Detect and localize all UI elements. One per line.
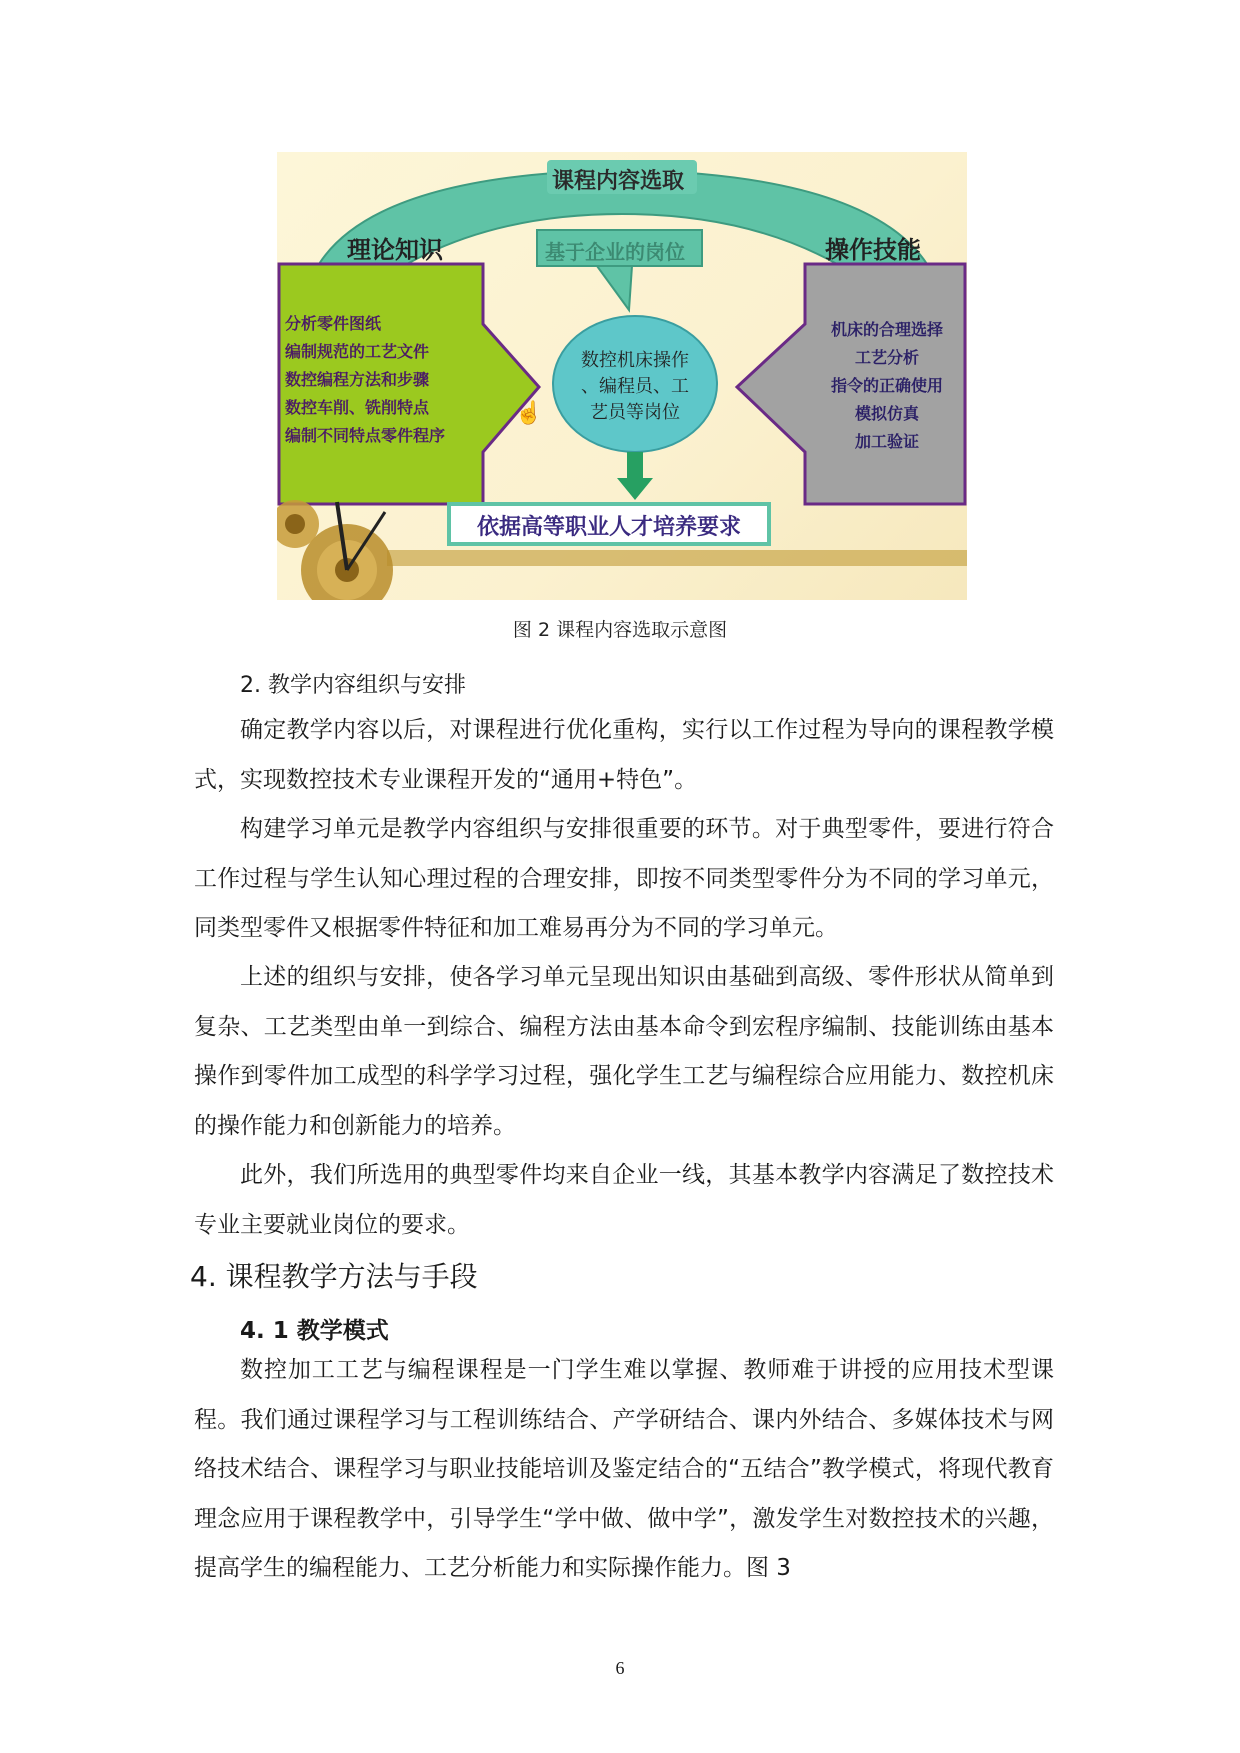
left-item: 数控车削、铣削特点 <box>285 398 430 417</box>
down-arrow-shaft <box>627 452 643 480</box>
center-line: 艺员等岗位 <box>590 402 680 423</box>
left-item: 分析零件图纸 <box>285 314 382 333</box>
left-item: 编制不同特点零件程序 <box>285 426 446 445</box>
figure-caption: 图 2 课程内容选取示意图 <box>512 619 728 641</box>
paragraph-4-1: 数控加工工艺与编程课程是一门学生难以掌握、教师难于讲授的应用技术型课程。我们通过课程学习与工程训练结合、产学研结合、课内外结合、多媒体技术与网络技术结合、课程学习与职业技能培训及鉴定结合的“五结合”教学模式，将现代教育理念应用于课程教学中，引导学生“学中做、做中学”，激发学生对数控技术的兴趣，提高学生的编程能力、工艺分析能力和实际操作能力。图 3 <box>194 1357 1054 1581</box>
section-4-heading: 4. 课程教学方法与手段 <box>190 1260 478 1293</box>
right-item: 指令的正确使用 <box>830 376 943 395</box>
bottom-decor-line <box>387 550 967 566</box>
center-line: 、编程员、工 <box>581 376 689 397</box>
left-item: 数控编程方法和步骤 <box>285 370 430 389</box>
paragraph: 构建学习单元是教学内容组织与安排很重要的环节。对于典型零件，要进行符合工作过程与学生认知心理过程的合理安排，即按不同类型零件分为不同的学习单元，同类型零件又根据零件特征和加工难易再分为不同的学习单元。 <box>194 816 1054 941</box>
right-item: 模拟仿真 <box>854 404 919 423</box>
right-header: 操作技能 <box>825 236 921 264</box>
down-arrow-head <box>617 478 653 500</box>
hand-cursor-icon: ☝ <box>515 401 543 426</box>
left-header: 理论知识 <box>347 236 443 264</box>
banner-title: 课程内容选取 <box>552 169 685 194</box>
course-content-figure <box>277 152 967 600</box>
section-2-heading: 2. 教学内容组织与安排 <box>240 673 466 698</box>
callout-pointer <box>597 266 632 310</box>
right-items-list <box>807 316 967 456</box>
center-text <box>565 348 705 426</box>
paragraph: 确定教学内容以后，对课程进行优化重构，实行以工作过程为导向的课程教学模式，实现数控技术专业课程开发的“通用+特色”。 <box>194 717 1054 793</box>
paragraph: 此外，我们所选用的典型零件均来自企业一线，其基本教学内容满足了数控技术专业主要就业岗位的要求。 <box>194 1162 1054 1238</box>
right-item: 工艺分析 <box>854 348 919 367</box>
paragraph: 上述的组织与安排，使各学习单元呈现出知识由基础到高级、零件形状从简单到复杂、工艺类型由单一到综合、编程方法由基本命令到宏程序编制、技能训练由基本操作到零件加工成型的科学学习过程，强化学生工艺与编程综合应用能力、数控机床的操作能力和创新能力的培养。 <box>194 964 1054 1139</box>
right-item: 加工验证 <box>854 432 919 451</box>
callout-text: 基于企业的岗位 <box>545 240 685 264</box>
left-items-list <box>285 310 485 450</box>
center-line: 数控机床操作 <box>581 350 689 371</box>
left-item: 编制规范的工艺文件 <box>285 342 430 361</box>
right-item: 机床的合理选择 <box>830 320 943 339</box>
gears-decoration <box>277 500 393 600</box>
page-number: 6 <box>615 1658 625 1678</box>
section-4-1-heading: 4. 1 教学模式 <box>240 1318 389 1344</box>
bottom-requirement-text: 依据高等职业人才培养要求 <box>476 515 741 540</box>
